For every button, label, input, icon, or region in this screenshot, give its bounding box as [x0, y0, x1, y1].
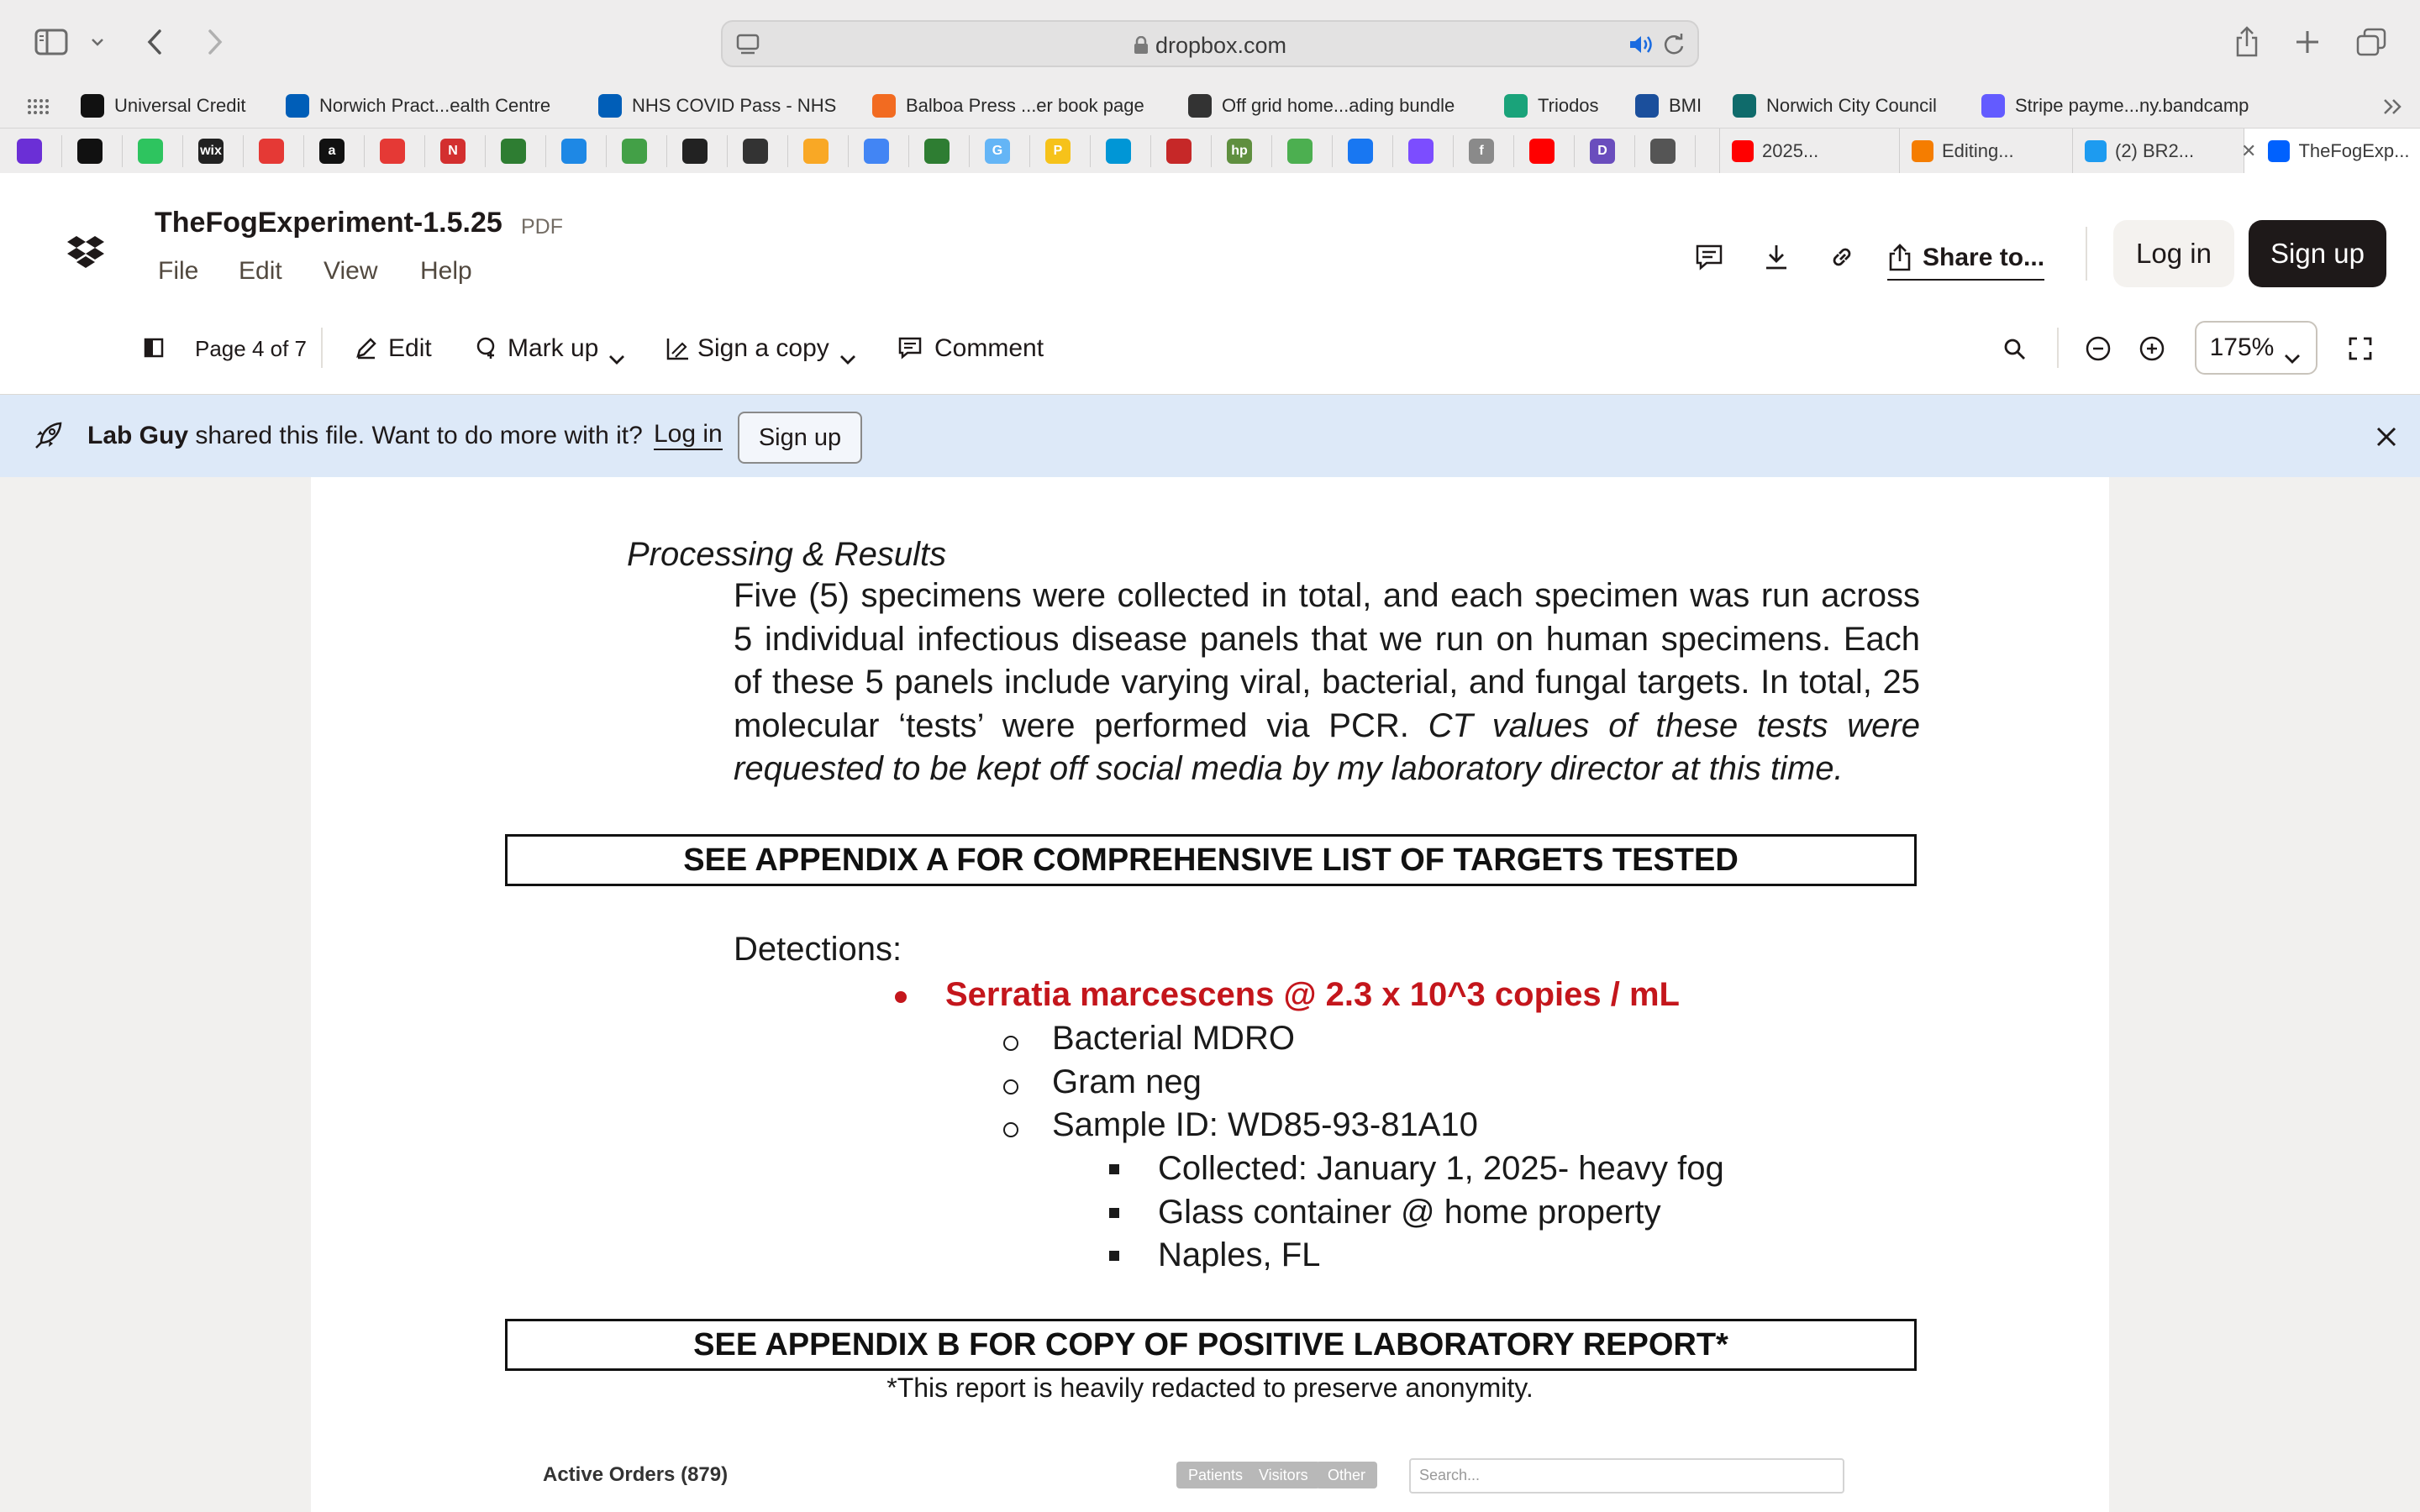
- pinned-tab-glyph: P: [1053, 144, 1063, 158]
- bookmark-label: Triodos: [1538, 95, 1599, 116]
- sub-bullet-square: [1109, 1251, 1119, 1261]
- tab-favicon: [1732, 140, 1754, 162]
- bookmark-label: Stripe payme...ny.bandcamp: [2015, 95, 2249, 116]
- sidebar-panel-icon[interactable]: [141, 334, 166, 361]
- pinned-tab-icon[interactable]: [561, 139, 587, 164]
- tab-label: 2025...: [1762, 140, 1819, 161]
- markup-icon: [476, 336, 501, 361]
- bullet-dot: [895, 991, 907, 1003]
- zoom-out-icon[interactable]: [2082, 333, 2114, 365]
- shared-file-banner: [0, 395, 2420, 477]
- pinned-tab-icon[interactable]: [1590, 139, 1615, 164]
- sharer-name: Lab Guy: [87, 422, 189, 449]
- triodos-icon: [1504, 94, 1528, 118]
- bookmark-label: Universal Credit: [114, 95, 246, 116]
- more-bookmarks-icon[interactable]: [2378, 94, 2408, 119]
- tab-label: Editing...: [1942, 140, 2014, 161]
- tab-separator: [969, 135, 970, 167]
- browser-toolbar: [0, 0, 2420, 84]
- login-button[interactable]: Log in: [2113, 220, 2234, 287]
- pinned-tab-icon[interactable]: [138, 139, 163, 164]
- balboa-icon: [872, 94, 896, 118]
- banner-login-link[interactable]: Log in: [654, 420, 723, 450]
- bookmark-item[interactable]: [1635, 84, 1702, 128]
- reload-icon[interactable]: [1660, 32, 1687, 57]
- toolbar-divider: [321, 328, 323, 368]
- sample-detail: Naples, FL: [1158, 1236, 1321, 1273]
- share-icon: [1887, 244, 1914, 272]
- tab-separator: [1634, 135, 1635, 167]
- tab-separator: [1513, 135, 1514, 167]
- close-icon[interactable]: [2371, 422, 2402, 452]
- bookmark-label: Norwich Pract...ealth Centre: [319, 95, 551, 116]
- embed-pill-other: Other: [1316, 1462, 1377, 1488]
- embed-search-field: Search...: [1409, 1458, 1844, 1494]
- markup-label: Mark up: [508, 334, 599, 362]
- tab-separator: [727, 135, 728, 167]
- pinned-tab-glyph: hp: [1231, 144, 1248, 158]
- bookmark-item[interactable]: [1504, 84, 1599, 128]
- file-title: TheFogExperiment-1.5.25: [155, 207, 502, 239]
- banner-message: [87, 422, 643, 450]
- sub-bullet-square: [1109, 1208, 1119, 1218]
- results-paragraph: [734, 575, 1920, 791]
- embedded-report-screenshot: [543, 1443, 1845, 1512]
- tab-separator: [61, 135, 62, 167]
- pinned-tab-icon[interactable]: [380, 139, 405, 164]
- dropbox-header: [0, 173, 2420, 395]
- tab-separator: [122, 135, 123, 167]
- pinned-tab-glyph: a: [328, 144, 336, 158]
- tab-separator: [1332, 135, 1333, 167]
- dropbox-logo-icon[interactable]: [64, 234, 108, 272]
- detection-detail: Gram neg: [1052, 1063, 1202, 1100]
- share-icon[interactable]: [2230, 24, 2264, 60]
- chevron-down-icon: [2284, 342, 2302, 354]
- menu-help[interactable]: Help: [420, 257, 472, 285]
- pdf-viewer[interactable]: [0, 477, 2420, 1512]
- pinned-tab-icon[interactable]: [1106, 139, 1131, 164]
- copy-link-icon[interactable]: [1825, 240, 1859, 274]
- bookmark-item[interactable]: [81, 84, 246, 128]
- menu-file[interactable]: File: [158, 257, 199, 285]
- council-icon: [1733, 94, 1756, 118]
- menu-view[interactable]: View: [324, 257, 378, 285]
- tab-overview-icon[interactable]: [2353, 25, 2390, 59]
- pinned-tab-glyph: f: [1479, 144, 1484, 158]
- bookmarks-bar: [0, 84, 2420, 128]
- sample-detail: Collected: January 1, 2025- heavy fog: [1158, 1150, 1724, 1187]
- pinned-tab-glyph: D: [1597, 144, 1607, 158]
- download-icon[interactable]: [1760, 240, 1793, 274]
- paragraph-italic-note: CT values of these tests were requested to be kept off social media by my laboratory director at this time.: [734, 706, 1920, 787]
- pinned-tab-icon[interactable]: [319, 139, 345, 164]
- pdf-page: [311, 477, 2109, 1512]
- fullscreen-icon[interactable]: [2344, 333, 2376, 365]
- pinned-tab-icon[interactable]: [1227, 139, 1252, 164]
- pinned-tab-icon[interactable]: [1408, 139, 1434, 164]
- sub-bullet-circle: [1003, 1079, 1018, 1095]
- sub-bullet-circle: [1003, 1036, 1018, 1051]
- pinned-tab-icon[interactable]: [259, 139, 284, 164]
- browser-chrome: [0, 0, 2420, 173]
- page-indicator: Page 4 of 7: [195, 335, 307, 361]
- tab-separator: [666, 135, 667, 167]
- pinned-tab-icon[interactable]: [864, 139, 889, 164]
- comment-icon: [897, 336, 923, 361]
- tab-favicon: [2085, 140, 2107, 162]
- tab-separator: [424, 135, 425, 167]
- browser-tab[interactable]: [2072, 129, 2244, 174]
- bookmark-label: Balboa Press ...er book page: [906, 95, 1144, 116]
- browser-tab[interactable]: [1899, 129, 2072, 174]
- sub-bullet-circle: [1003, 1122, 1018, 1137]
- sample-detail: Glass container @ home property: [1158, 1194, 1661, 1231]
- sign-copy-button[interactable]: [666, 328, 858, 370]
- tab-separator: [848, 135, 849, 167]
- bookmark-item[interactable]: [872, 84, 1144, 128]
- tab-separator: [1574, 135, 1575, 167]
- rocket-icon: [30, 418, 66, 454]
- browser-tab[interactable]: [1719, 129, 1899, 174]
- tab-favicon: [2268, 140, 2290, 162]
- bookmark-label: BMI: [1669, 95, 1702, 116]
- comment-label: Comment: [934, 334, 1044, 362]
- new-tab-icon[interactable]: [2291, 25, 2324, 59]
- detections-label: Detections:: [734, 931, 902, 968]
- back-icon[interactable]: [139, 25, 170, 59]
- tab-separator: [303, 135, 304, 167]
- tab-favicon: [1912, 140, 1933, 162]
- address-bar[interactable]: [721, 20, 1699, 67]
- bmi-icon: [1635, 94, 1659, 118]
- forward-icon[interactable]: [200, 25, 230, 59]
- nhs-icon: [598, 94, 622, 118]
- audio-playing-icon[interactable]: [1627, 32, 1655, 57]
- pinned-tab-icon[interactable]: [198, 139, 224, 164]
- pencil-icon: [355, 336, 380, 361]
- tab-separator: [1453, 135, 1454, 167]
- pinned-tab-icon[interactable]: [682, 139, 708, 164]
- pinned-tab-icon[interactable]: [985, 139, 1010, 164]
- edit-label: Edit: [388, 334, 432, 362]
- pinned-tab-icon[interactable]: [1287, 139, 1313, 164]
- tab-label: TheFogExp...: [2298, 140, 2410, 161]
- pinned-tab-icon[interactable]: [1529, 139, 1555, 164]
- chevron-down-icon: [839, 343, 858, 354]
- bookmark-item[interactable]: [1981, 84, 2249, 128]
- pinned-tab-icon[interactable]: [1045, 139, 1071, 164]
- bookmark-label: NHS COVID Pass - NHS: [632, 95, 837, 116]
- pinned-tab-icon[interactable]: [17, 139, 42, 164]
- appendix-a-callout: SEE APPENDIX A FOR COMPREHENSIVE LIST OF TARGETS TESTED: [505, 834, 1917, 886]
- tab-separator: [243, 135, 244, 167]
- pinned-tab-glyph: wix: [200, 144, 222, 158]
- chevron-down-icon[interactable]: [87, 32, 108, 52]
- pinned-tab-icon[interactable]: [501, 139, 526, 164]
- embed-pill-visitors: Visitors: [1247, 1462, 1320, 1488]
- tab-separator: [1150, 135, 1151, 167]
- tab-separator: [1029, 135, 1030, 167]
- paragraph-text: Five (5) specimens were collected in total, and each specimen was run across 5 individual infectious disease panels that we run on human specimens. Each of these 5 panels include varying viral, bacterial, and fungal targets. In total, 25 molecular ‘tests’ were performed via PCR.: [734, 577, 1920, 744]
- bookmark-label: Off grid home...ading bundle: [1222, 95, 1455, 116]
- comment-button[interactable]: [897, 328, 1044, 370]
- nhs-icon: [286, 94, 309, 118]
- edit-button[interactable]: [355, 328, 432, 370]
- menu-edit[interactable]: Edit: [239, 257, 282, 285]
- bookmark-item[interactable]: [1733, 84, 1937, 128]
- pinned-tab-icon[interactable]: [1650, 139, 1676, 164]
- signature-icon: [666, 336, 691, 361]
- comments-icon[interactable]: [1692, 240, 1726, 274]
- tab-separator: [545, 135, 546, 167]
- pinned-tab-icon[interactable]: [622, 139, 647, 164]
- tab-label: (2) BR2...: [2115, 140, 2195, 161]
- pinned-tab-icon[interactable]: [440, 139, 466, 164]
- detection-detail: Bacterial MDRO: [1052, 1020, 1295, 1057]
- detection-detail: Sample ID: WD85-93-81A10: [1052, 1106, 1478, 1143]
- tab-separator: [182, 135, 183, 167]
- close-tab-icon[interactable]: ✕: [2241, 140, 2257, 161]
- bookmark-label: Norwich City Council: [1766, 95, 1937, 116]
- detection-organism: Serratia marcescens @ 2.3 x 10^3 copies / mL: [945, 976, 1680, 1013]
- markup-button[interactable]: [476, 328, 627, 370]
- embed-pill-patients: Patients: [1176, 1462, 1255, 1488]
- zoom-value: 175%: [2209, 333, 2275, 361]
- cart-icon: [1188, 94, 1212, 118]
- zoom-select[interactable]: [2195, 321, 2317, 375]
- bookmark-item[interactable]: [598, 84, 836, 128]
- tab-separator: [1392, 135, 1393, 167]
- banner-text: shared this file. Want to do more with it?: [195, 422, 643, 449]
- zoom-in-icon[interactable]: [2136, 333, 2168, 365]
- share-to-button[interactable]: [1887, 237, 2044, 281]
- sub-bullet-square: [1109, 1164, 1119, 1174]
- pinned-tab-icon[interactable]: [743, 139, 768, 164]
- sidebar-toggle-icon[interactable]: [32, 25, 71, 59]
- pinned-tab-icon[interactable]: [1166, 139, 1192, 164]
- bookmark-item[interactable]: [1188, 84, 1455, 128]
- pinned-tab-icon[interactable]: [77, 139, 103, 164]
- browser-tab[interactable]: [2241, 129, 2420, 174]
- lock-icon: [1134, 34, 1149, 51]
- tab-separator: [606, 135, 607, 167]
- banner-signup-button[interactable]: Sign up: [738, 412, 862, 464]
- url-display: [723, 33, 1697, 59]
- pinned-tab-icon[interactable]: [1348, 139, 1373, 164]
- embed-title: Active Orders (879): [543, 1463, 729, 1486]
- tab-separator: [908, 135, 909, 167]
- sign-copy-label: Sign a copy: [697, 334, 829, 362]
- search-icon[interactable]: [2000, 334, 2030, 365]
- pinned-tab-glyph: G: [992, 144, 1003, 158]
- tab-separator: [1211, 135, 1212, 167]
- pinned-tab-icon[interactable]: [803, 139, 829, 164]
- tab-separator: [1695, 135, 1696, 167]
- signup-button[interactable]: Sign up: [2249, 220, 2386, 287]
- chevron-down-icon: [608, 343, 627, 354]
- section-heading: Processing & Results: [627, 536, 947, 573]
- apps-grid-icon[interactable]: [25, 94, 50, 119]
- redaction-footnote: *This report is heavily redacted to preserve anonymity.: [886, 1373, 1534, 1403]
- tab-separator: [485, 135, 486, 167]
- pinned-tab-icon[interactable]: [1469, 139, 1494, 164]
- toolbar-divider: [2057, 328, 2059, 368]
- header-divider: [2086, 227, 2087, 281]
- appendix-b-callout: SEE APPENDIX B FOR COPY OF POSITIVE LABORATORY REPORT*: [505, 1319, 1917, 1371]
- tab-separator: [1271, 135, 1272, 167]
- tab-bar: [0, 128, 2420, 173]
- url-text: dropbox.com: [1155, 33, 1287, 58]
- tab-separator: [1090, 135, 1091, 167]
- tab-separator: [364, 135, 365, 167]
- pinned-tab-icon[interactable]: [924, 139, 950, 164]
- bookmark-item[interactable]: [286, 84, 550, 128]
- file-type-badge: PDF: [521, 215, 563, 239]
- crown-icon: [81, 94, 104, 118]
- share-to-label: Share to...: [1923, 244, 2045, 271]
- tab-separator: [787, 135, 788, 167]
- pinned-tab-glyph: N: [448, 144, 458, 158]
- stripe-icon: [1981, 94, 2005, 118]
